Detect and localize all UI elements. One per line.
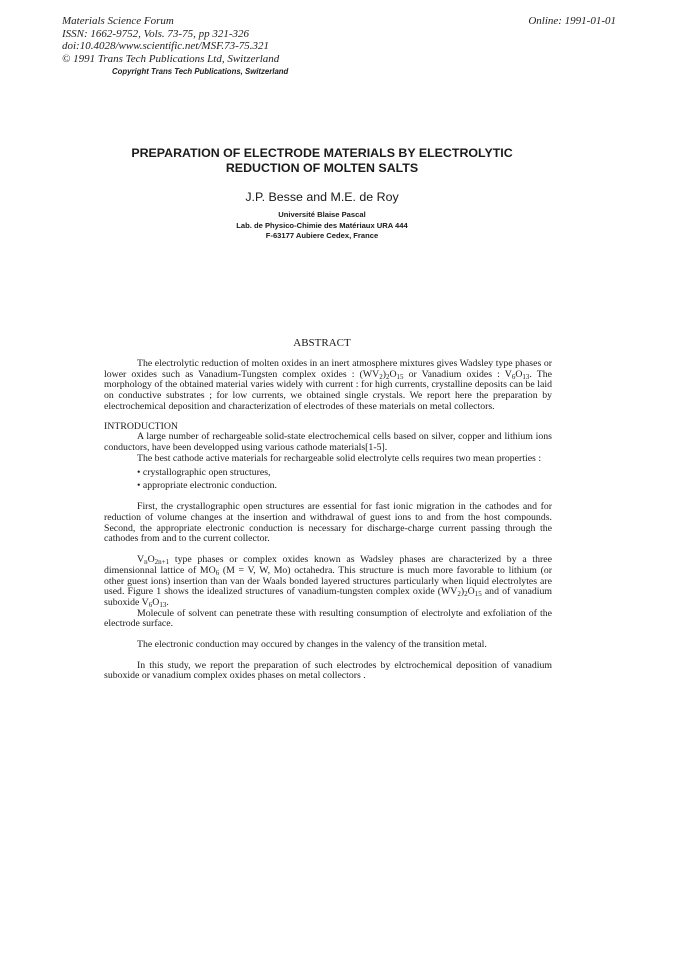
wadsley-paragraph: $V_nO_{2n+1}$ type phases or complex oxides known as Wadsley phases are characterized by a three dimensionnal lattice of $MO_6$ (M = V, W, Mo) octahedra. This structure is much more favorable to lithium (or other guest ions) insertion than van der Waals bonded layered structures particularly when liquid electrolytes are used. Figure 1 shows the idealized structures of vanadium-tungsten complex oxide $(WV_2)_2O_{15}$ and of vanadium suboxide $V_6O_{13}$. — [104, 554, 553, 609]
affiliation-line-3: F-63177 Aubiere Cedex, France — [265, 231, 379, 240]
list-item: • appropriate electronic conduction. — [137, 479, 277, 491]
affiliation-line-2: Lab. de Physico-Chimie des Matériaux URA 444 — [236, 220, 408, 230]
copyright-stamp: Copyright Trans Tech Publications, Switzerland — [112, 67, 289, 76]
electronic-paragraph: The electronic conduction may occured by changes in the valency of the transition metal. — [137, 639, 487, 651]
list-item: • crystallographic open structures, — [137, 467, 271, 479]
paper-title — [100, 146, 544, 176]
doi-line: doi:10.4028/www.scientific.net/MSF.73-75.321 — [62, 40, 270, 52]
properties-list — [104, 467, 552, 492]
paper-body — [104, 359, 552, 682]
title-line-1: PREPARATION OF ELECTRODE MATERIALS BY ELECTROLYTIC — [131, 146, 513, 160]
affiliation — [100, 210, 544, 242]
publisher-copyright: © 1991 Trans Tech Publications Ltd, Switzerland — [62, 52, 280, 65]
journal-header — [62, 15, 279, 65]
abstract-heading: ABSTRACT — [293, 337, 351, 349]
title-line-2: REDUCTION OF MOLTEN SALTS — [225, 161, 419, 175]
study-paragraph: In this study, we report the preparation of such electrodes by elctrochemical deposition of vanadium suboxide or vanadium complex oxides phases on metal collectors . — [104, 659, 552, 682]
molecule-paragraph: Molecule of solvent can penetrate these with resulting consumption of electrolyte and exfoliation of the electrode surface. — [104, 607, 552, 630]
online-date: Online: 1991-01-01 — [528, 15, 616, 27]
issn-line: ISSN: 1662-9752, Vols. 73-75, pp 321-326 — [62, 27, 249, 40]
journal-name: Materials Science Forum — [62, 15, 174, 27]
affiliation-line-1: Université Blaise Pascal — [278, 210, 366, 219]
intro-paragraph-2: The best cathode active materials for rechargeable solid electrolyte cells requires two mean properties : — [137, 452, 542, 464]
authors: J.P. Besse and M.E. de Roy — [245, 190, 399, 204]
abstract-paragraph: The electrolytic reduction of molten oxides in an inert atmosphere mixtures gives Wadsley type phases or lower oxides such as Vanadium-Tungsten complex oxides : $(WV_2)_2O_{15}$ or Vanadium oxides : $V_6O_{13}$. The morphology of the obtained material varies widely with current : for high currents, crystalline deposits can be laid on conductive substrates ; for low currents, we obtained single crystals. We report here the preparation by electrochemical deposition and characterization of electrodes of these materials on metal collectors. — [104, 358, 553, 412]
introduction-heading: INTRODUCTION — [104, 420, 179, 432]
intro-paragraph-1: A large number of rechargeable solid-state electrochemical cells based on silver, copper and lithium ions conductors, have been developped using various cathode materials[1-5]. — [104, 431, 552, 453]
intro-paragraph-3: First, the crystallographic open structures are essential for fast ionic migration in the cathodes and for reduction of volume changes at the insertion and withdrawal of guest ions to and from the host compounds. Second, the appropriate electronic conduction is necessary for discharge-charge current passing through the cathodes from and to the current collector. — [104, 501, 552, 545]
